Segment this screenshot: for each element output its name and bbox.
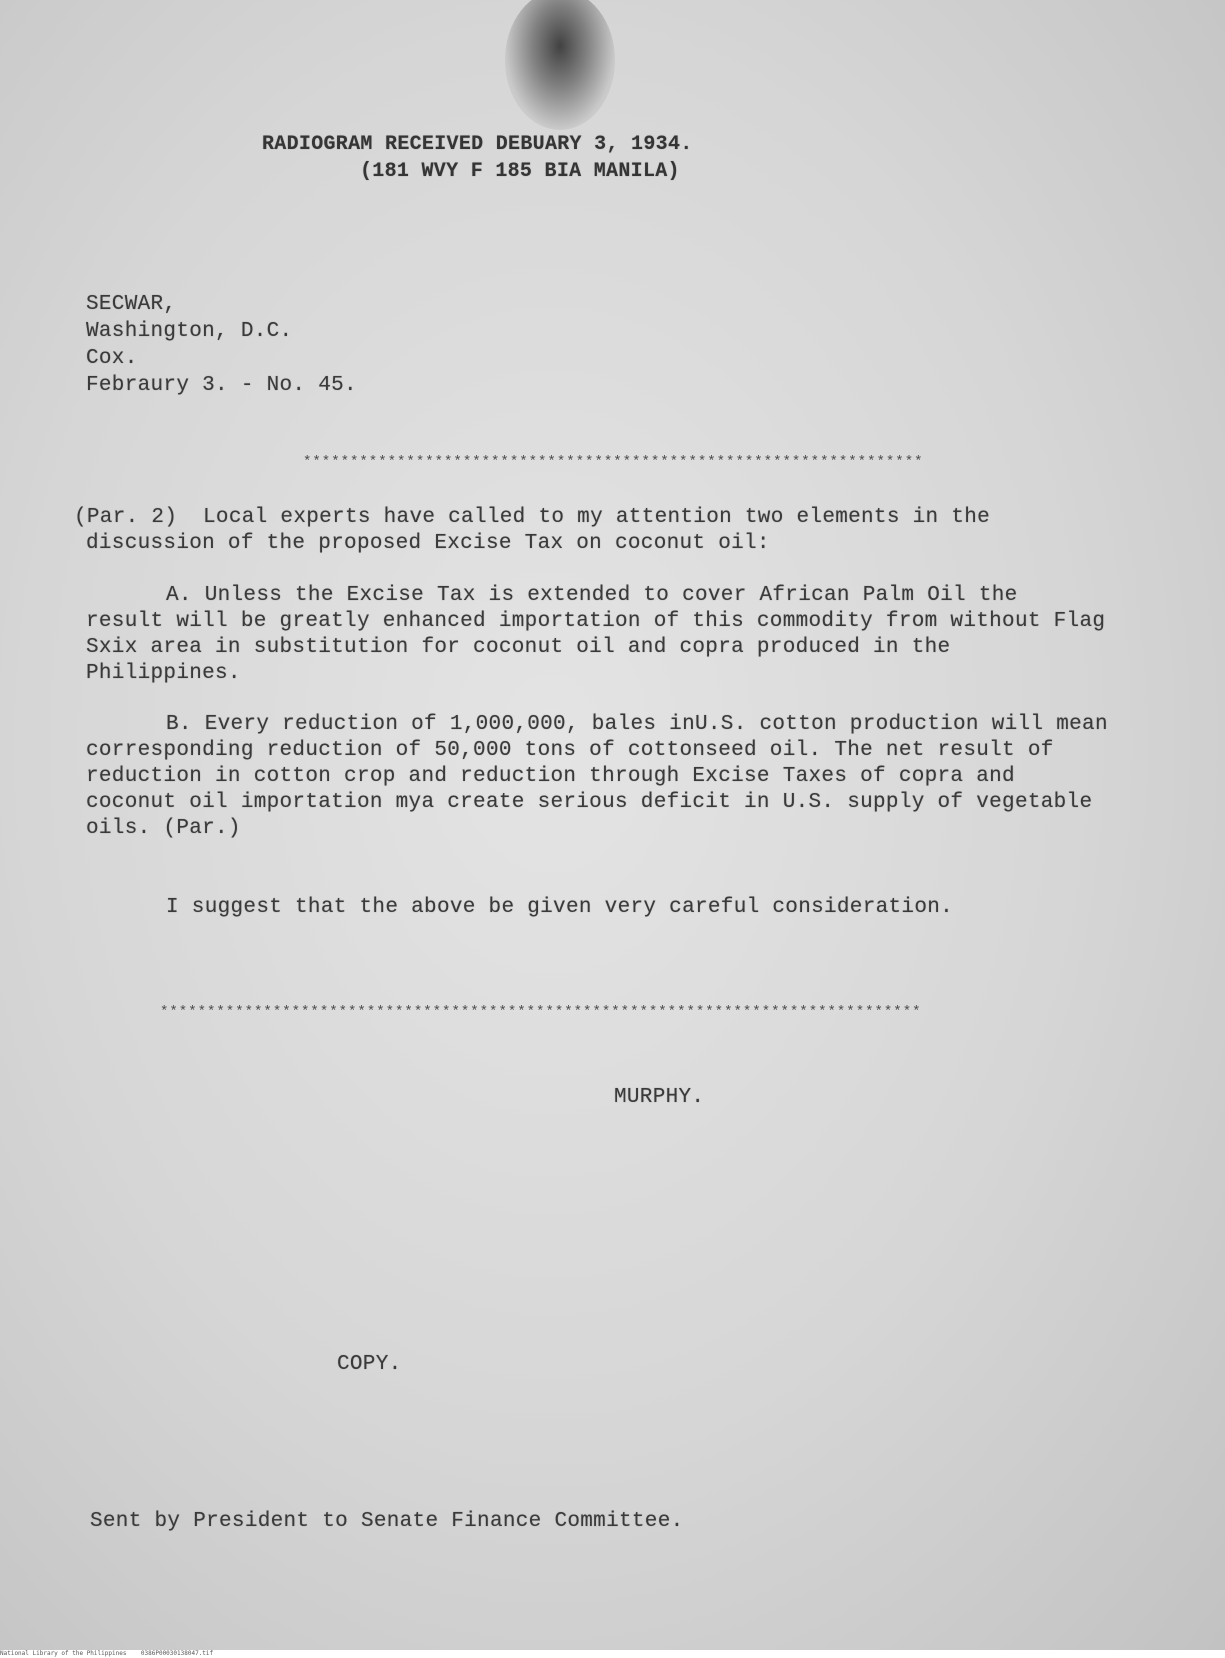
item-b-line-3: reduction in cotton crop and reduction through Excise Taxes of copra and bbox=[86, 765, 1015, 788]
item-a-line-2: result will be greatly enhanced importation of this commodity from without Flag bbox=[86, 610, 1106, 633]
item-b-line-5: oils. (Par.) bbox=[86, 817, 241, 840]
message-date-number: Febraury 3. - No. 45. bbox=[86, 374, 357, 397]
scan-footer bbox=[0, 1650, 1225, 1658]
footer-library: National Library of the Philippines bbox=[0, 1650, 127, 1657]
distribution-note: Sent by President to Senate Finance Committee. bbox=[90, 1510, 684, 1533]
separator-bottom: ********************************************************************************* bbox=[160, 1004, 922, 1020]
footer-file-id: 0386P00030138047.tif bbox=[140, 1650, 214, 1657]
suggestion-line: I suggest that the above be given very careful consideration. bbox=[166, 896, 954, 919]
item-b-line-2: corresponding reduction of 50,000 tons of cottonseed oil. The net result of bbox=[86, 739, 1054, 762]
addressee: SECWAR, bbox=[86, 293, 177, 316]
signature: MURPHY. bbox=[614, 1086, 705, 1109]
item-b-line-4: coconut oil importation mya create serious deficit in U.S. supply of vegetable bbox=[86, 791, 1093, 814]
address-attention: Cox. bbox=[86, 347, 138, 370]
paragraph-intro-line-1: (Par. 2) Local experts have called to my attention two elements in the bbox=[74, 506, 991, 529]
ink-smudge bbox=[505, 0, 615, 130]
address-city: Washington, D.C. bbox=[86, 320, 293, 343]
radiogram-heading: RADIOGRAM RECEIVED DEBUARY 3, 1934. bbox=[262, 133, 693, 156]
paragraph-intro-line-2: discussion of the proposed Excise Tax on coconut oil: bbox=[86, 532, 770, 555]
separator-top: ****************************************************************** bbox=[303, 454, 924, 470]
copy-mark: COPY. bbox=[337, 1353, 402, 1376]
radiogram-code: (181 WVY F 185 BIA MANILA) bbox=[360, 160, 680, 183]
item-a-line-4: Philippines. bbox=[86, 662, 241, 685]
item-a-line-1: A. Unless the Excise Tax is extended to cover African Palm Oil the bbox=[166, 584, 1018, 607]
item-b-line-1: B. Every reduction of 1,000,000, bales inU.S. cotton production will mean bbox=[166, 713, 1108, 736]
item-a-line-3: Sxix area in substitution for coconut oil and copra produced in the bbox=[86, 636, 951, 659]
